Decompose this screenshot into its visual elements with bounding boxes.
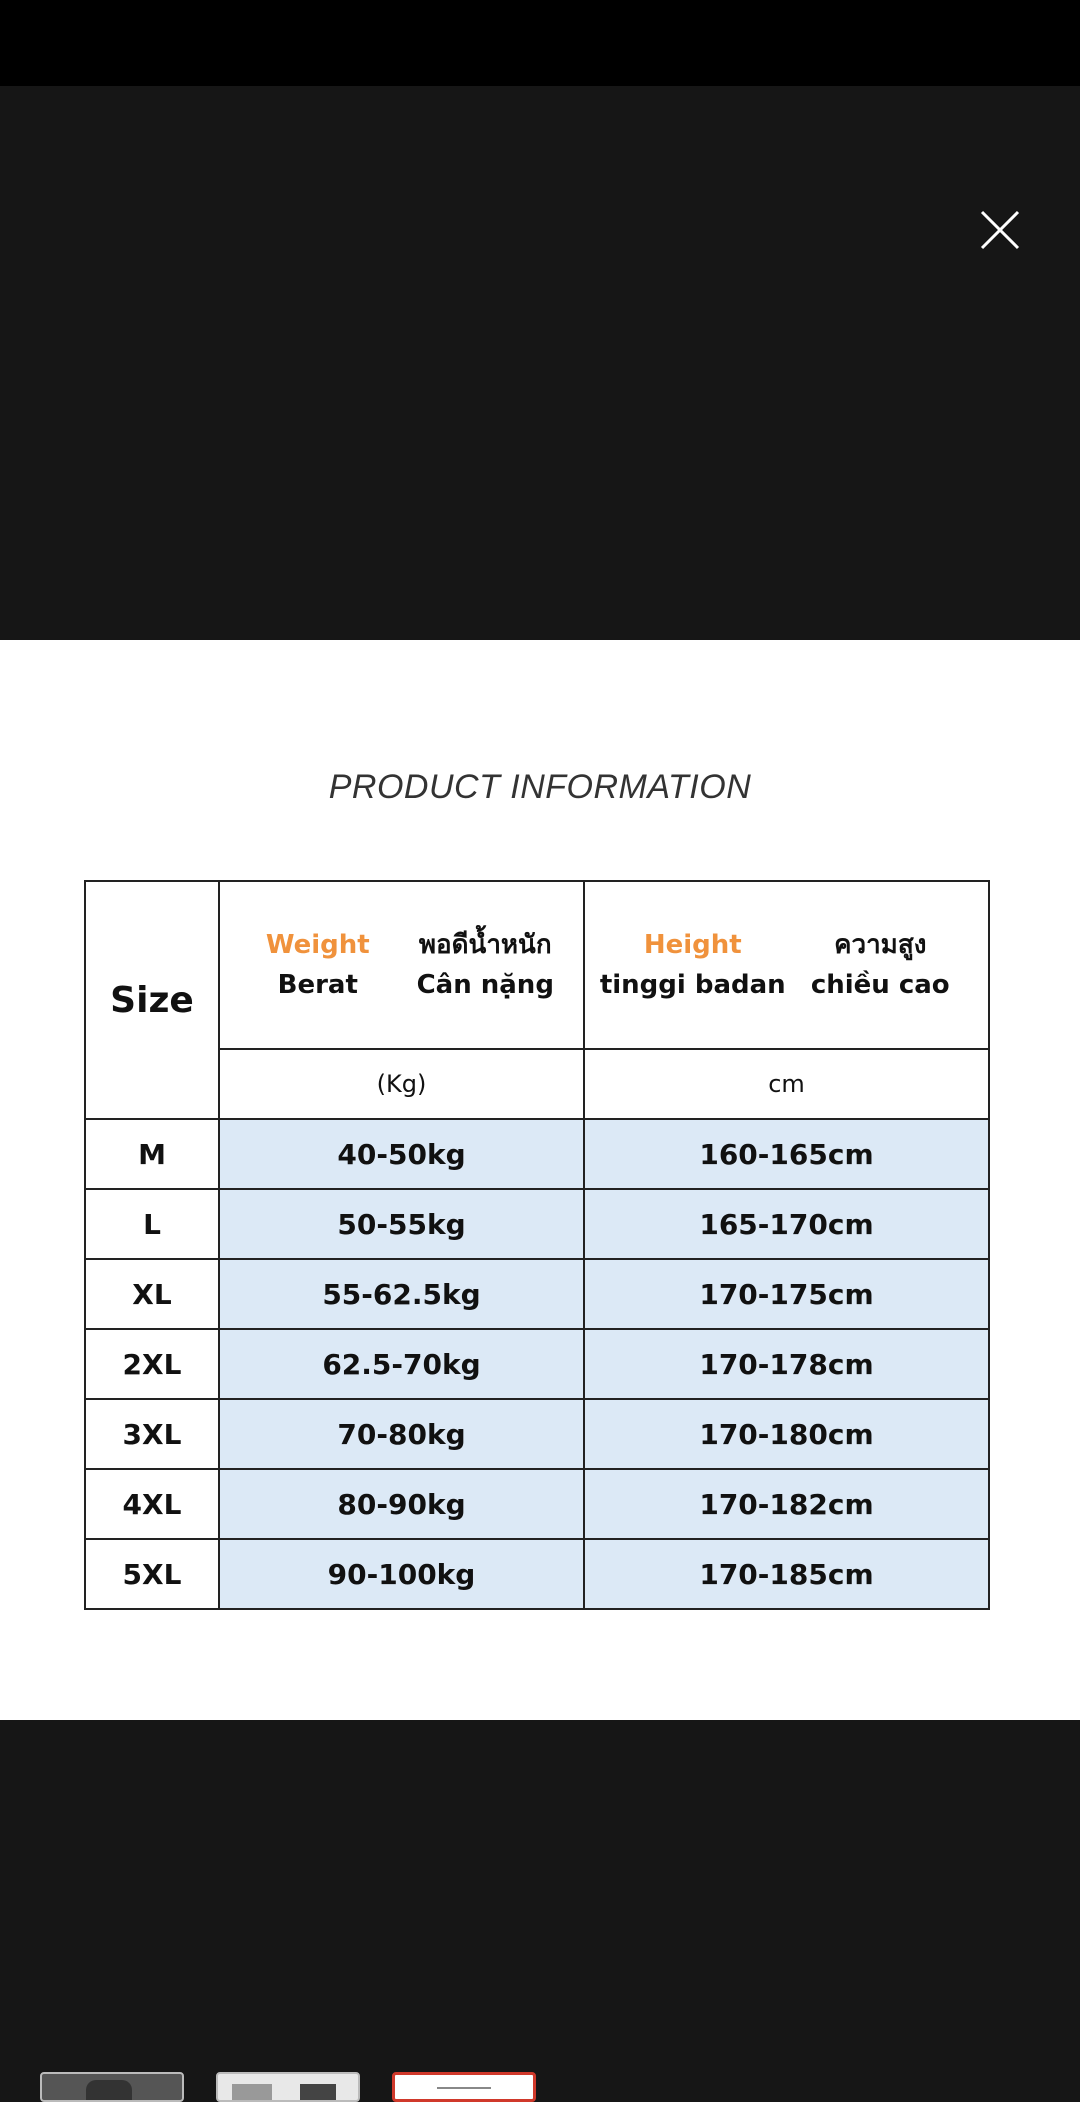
- size-cell: 2XL: [85, 1329, 219, 1399]
- size-cell: 4XL: [85, 1469, 219, 1539]
- size-cell: 3XL: [85, 1399, 219, 1469]
- weight-cell: 70-80kg: [219, 1399, 584, 1469]
- height-unit: cm: [584, 1049, 989, 1119]
- table-header-row: [85, 881, 989, 1049]
- height-cell: 165-170cm: [584, 1189, 989, 1259]
- table-unit-row: [85, 1049, 989, 1119]
- size-chart-table: [84, 880, 990, 1610]
- thumbnail-3-selected[interactable]: [392, 2072, 536, 2102]
- table-row: [85, 1469, 989, 1539]
- height-label-id: tinggi badan: [599, 970, 786, 1000]
- weight-cell: 90-100kg: [219, 1539, 584, 1609]
- weight-label-en: Weight: [265, 930, 370, 960]
- table-row: [85, 1259, 989, 1329]
- table-row: [85, 1119, 989, 1189]
- height-label-th: ความสูง: [834, 930, 927, 960]
- size-cell: XL: [85, 1259, 219, 1329]
- weight-cell: 40-50kg: [219, 1119, 584, 1189]
- size-column-header: Size: [85, 881, 219, 1119]
- weight-label-vi: Cân nặng: [416, 970, 554, 1000]
- size-cell: L: [85, 1189, 219, 1259]
- image-title: PRODUCT INFORMATION: [328, 768, 752, 806]
- thumbnail-1[interactable]: [40, 2072, 184, 2102]
- height-cell: 170-175cm: [584, 1259, 989, 1329]
- close-icon: [970, 200, 1030, 260]
- weight-cell: 55-62.5kg: [219, 1259, 584, 1329]
- weight-label-th: พอดีน้ำหนัก: [418, 930, 552, 960]
- product-image[interactable]: [0, 640, 1080, 1720]
- height-cell: 170-185cm: [584, 1539, 989, 1609]
- weight-cell: 62.5-70kg: [219, 1329, 584, 1399]
- height-cell: 170-180cm: [584, 1399, 989, 1469]
- height-cell: 170-182cm: [584, 1469, 989, 1539]
- close-button[interactable]: [970, 200, 1030, 260]
- weight-cell: 50-55kg: [219, 1189, 584, 1259]
- height-column-header: [584, 881, 989, 1049]
- thumbnail-2[interactable]: [216, 2072, 360, 2102]
- weight-cell: 80-90kg: [219, 1469, 584, 1539]
- size-cell: M: [85, 1119, 219, 1189]
- viewer-bottom-backdrop: [0, 1720, 1080, 2102]
- table-row: [85, 1399, 989, 1469]
- height-cell: 160-165cm: [584, 1119, 989, 1189]
- height-label-vi: chiều cao: [810, 970, 950, 1000]
- height-cell: 170-178cm: [584, 1329, 989, 1399]
- weight-unit: (Kg): [219, 1049, 584, 1119]
- height-label-en: Height: [643, 930, 742, 960]
- weight-label-id: Berat: [277, 970, 358, 1000]
- size-cell: 5XL: [85, 1539, 219, 1609]
- viewer-top-backdrop: [0, 86, 1080, 640]
- weight-column-header: [219, 881, 584, 1049]
- table-row: [85, 1329, 989, 1399]
- status-bar: [0, 0, 1080, 86]
- table-row: [85, 1539, 989, 1609]
- table-row: [85, 1189, 989, 1259]
